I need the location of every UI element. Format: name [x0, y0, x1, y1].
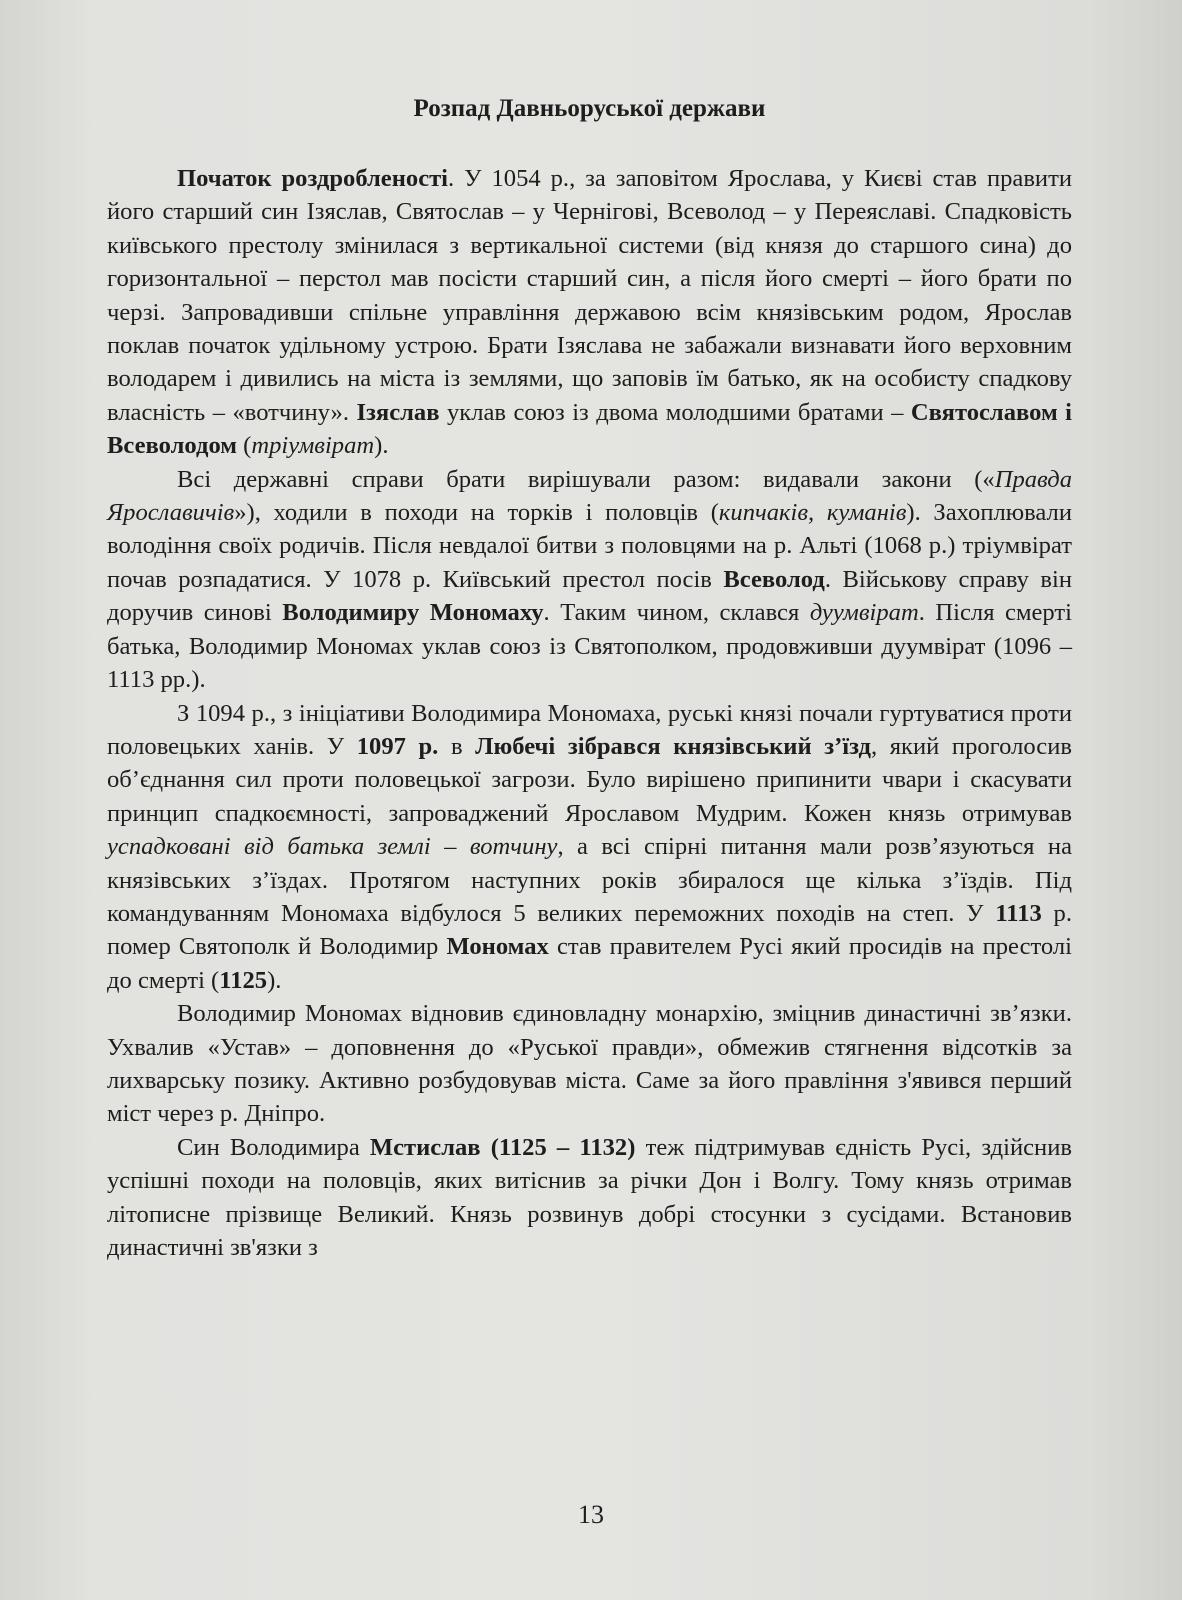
text-run: . Після смерті батька, Володимир Мономах уклав союз із Святополком, продовживши дуумвірат (1096 – 1113 рр.).	[107, 599, 1072, 694]
text-run: . Військову справу він доручив синові	[107, 565, 1072, 627]
text-run: Володимир Мономах відновив єдиновладну монархію, зміцнив династичні зв’язки. Ухвалив «Устав» – доповнення до «Руської правди», обмежив стягнення відсотків за лихварську позику. Активно розбудовував міста. Саме за його правління з'явився перший міст через р. Дніпро.	[107, 1000, 1072, 1128]
page-content	[107, 92, 1072, 1264]
body-text	[107, 162, 1072, 1264]
text-run: в	[438, 732, 476, 760]
paragraph	[107, 1131, 1072, 1265]
text-run: , а всі спірні питання мали розв’язуються на князівських з’їздах. Протягом наступних років збиралося ще кілька з’їздів. Під командуванням Мономаха відбулося 5 великих переможних походів на степ. У	[107, 833, 1072, 927]
text-run: . У 1054 р., за заповітом Ярослава, у Києві став правити його старший син Ізяслав, Святослав – у Чернігові, Всеволод – у Переяславі. Спадковість київського престолу змінилася з вертикальної системи (від князя до старшого сина) до горизонтальної – перстол мав посісти старший син, а після його смерті – його брати по черзі. Запровадивши спільне управління державою всім князівським родом, Ярослав поклав початок удільному устрою. Брати Ізяслава не забажали визнавати його верховним володарем і дивились на міста із землями, що заповів їм батько, як на особисту спадкову власність – «вотчину».	[107, 165, 1073, 426]
text-run: уклав союз із двома молодшими братами –	[439, 398, 911, 426]
italic-text: дуумвірат	[809, 599, 919, 627]
text-run: . Таким чином, склався	[543, 599, 810, 627]
text-run: ).	[374, 432, 389, 460]
text-run: Син Володимира	[177, 1133, 370, 1161]
italic-text: тріумвірат	[251, 432, 375, 460]
bold-text: Святославом і Всеволодом	[107, 398, 1072, 460]
text-run: З 1094 р., з ініціативи Володимира Мономаха, руські князі почали гуртуватися проти половецьких ханів. У	[107, 699, 1072, 760]
text-run: теж підтримував єдність Русі, здійснив успішні походи на половців, яких витіснив за річки Дон і Волгу. Тому князь отримав літописне прізвище Великий. Князь розвинув добрі стосунки з сусідами. Встановив династичні зв'язки з	[107, 1133, 1072, 1261]
bold-text: Ізяслав	[356, 398, 440, 426]
bold-text: 1097 р.	[356, 732, 439, 760]
text-run: , який проголосив об’єднання сил проти половецької загрози. Було вирішено припинити чвари і скасувати принцип спадкоємності, запроваджений Ярославом Мудрим. Кожен князь отримував	[107, 732, 1072, 827]
bold-text: Мстислав (1125 – 1132)	[369, 1133, 636, 1161]
text-run: став правителем Русі який просидів на престолі до смерті (	[107, 933, 1072, 994]
bold-text: Мономах	[446, 933, 549, 961]
text-run: р. помер Святополк й Володимир	[107, 899, 1072, 961]
bold-text: Всеволод	[723, 565, 825, 593]
text-run: (	[237, 432, 252, 460]
page-number: 13	[578, 1500, 604, 1529]
bold-text: 1125	[219, 966, 268, 994]
bold-text: Володимиру Мономаху	[282, 599, 544, 627]
paragraph	[107, 463, 1072, 697]
italic-text: кипчаків, куманів	[718, 499, 907, 527]
bold-text: 1113	[995, 899, 1042, 927]
paragraph	[107, 997, 1072, 1131]
paragraph	[107, 697, 1072, 998]
text-run: ).	[267, 966, 282, 994]
text-run: Всі державні справи брати вирішували разом: видавали закони («	[177, 465, 995, 493]
page-title: Розпад Давньоруської держави	[413, 95, 766, 122]
italic-text: успадковані від батька землі – вотчину	[107, 833, 558, 861]
bold-text: Любечі зібрався князівський з’їзд	[475, 732, 871, 760]
italic-text: Правда Ярославичів	[107, 465, 1072, 527]
paragraph	[107, 162, 1072, 463]
bold-text: Початок роздробленості	[177, 165, 449, 192]
text-run: ). Захоплювали володіння своїх родичів. Після невдалої битви з половцями на р. Альті (1068 р.) тріумвірат почав розпадатися. У 1078 р. Київський престол посів	[107, 499, 1072, 593]
text-run: »), ходили в походи на торків і половців (	[234, 499, 719, 527]
